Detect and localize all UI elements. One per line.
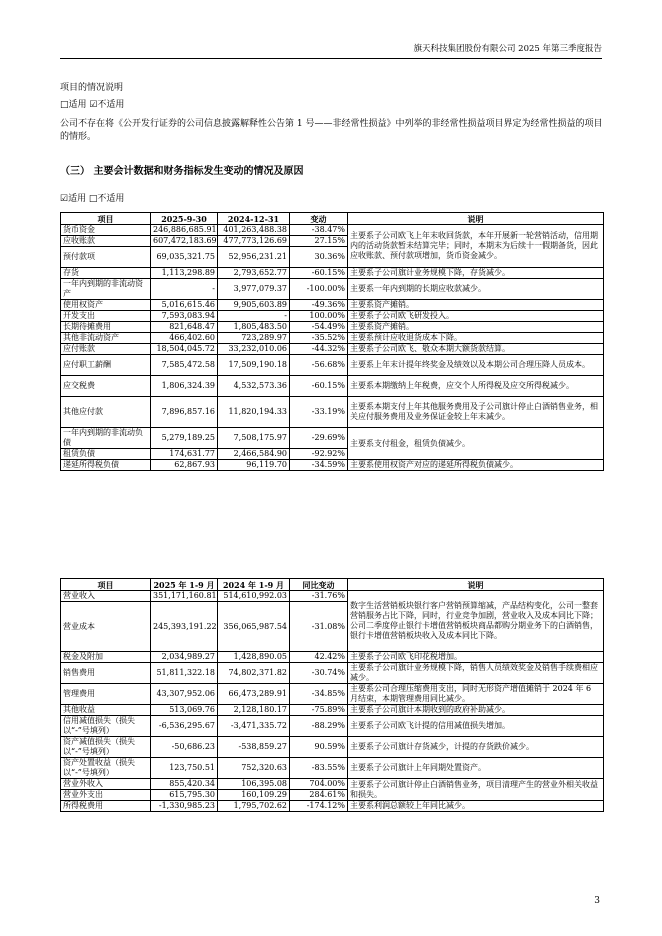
current-value: 123,750.51 bbox=[151, 758, 218, 779]
table-row bbox=[61, 225, 604, 236]
change-percent: 100.00% bbox=[290, 311, 348, 322]
row-item-label: 营业外收入 bbox=[61, 779, 151, 790]
change-percent: -54.49% bbox=[290, 322, 348, 333]
row-item-label: 营业成本 bbox=[61, 602, 151, 652]
row-item-label: 一年内到期的非流动负债 bbox=[61, 428, 151, 449]
table-row bbox=[61, 460, 604, 471]
current-value: 821,648.47 bbox=[151, 322, 218, 333]
current-value: 607,472,183.69 bbox=[151, 236, 218, 247]
prior-value: 17,509,190.18 bbox=[218, 355, 290, 376]
row-item-label: 所得税费用 bbox=[61, 801, 151, 812]
row-item-label: 租赁负债 bbox=[61, 449, 151, 460]
section-applicable-line: ☑适用 □不适用 bbox=[60, 194, 125, 204]
row-item-label: 应收账款 bbox=[61, 236, 151, 247]
column-header: 项目 bbox=[61, 213, 151, 225]
change-explanation: 主要系子公司欧飞研发投入。 bbox=[348, 311, 604, 322]
change-explanation: 主要系资产摊销。 bbox=[348, 300, 604, 311]
change-percent: -33.19% bbox=[290, 397, 348, 428]
table-row bbox=[61, 705, 604, 716]
row-item-label: 营业外支出 bbox=[61, 790, 151, 801]
change-percent: -49.36% bbox=[290, 300, 348, 311]
table-row bbox=[61, 355, 604, 376]
table-row bbox=[61, 428, 604, 449]
row-item-label: 信用减值损失（损失以“-”号填列） bbox=[61, 716, 151, 737]
current-value: 62,867.93 bbox=[151, 460, 218, 471]
table-row bbox=[61, 376, 604, 397]
row-item-label: 其他收益 bbox=[61, 705, 151, 716]
current-value: -1,330,985.23 bbox=[151, 801, 218, 812]
balance-change-table bbox=[60, 212, 604, 471]
current-value: 246,886,685.91 bbox=[151, 225, 218, 236]
column-header: 2024-12-31 bbox=[218, 213, 290, 225]
current-value: 1,113,298.89 bbox=[151, 268, 218, 279]
change-percent: -56.68% bbox=[290, 355, 348, 376]
current-value: -6,536,295.67 bbox=[151, 716, 218, 737]
change-explanation: 主要系子公司旗计上年同期处置资产。 bbox=[348, 758, 604, 779]
change-explanation: 数字生活营销板块银行客户营销预算缩减，产品结构变化，公司一整套营销服务占比下降，同时，行业竞争加剧，营业收入及成本同比下降；公司二季度停止银行卡增值营销板块商品都购分期业务下的白酒销售，银行卡增值营销板块收入及成本同比下降。 bbox=[348, 591, 604, 652]
current-value: 2,034,989.27 bbox=[151, 652, 218, 663]
change-explanation: 主要系本期支付上年其他服务费用及子公司旗计停止白酒销售业务，相关应付服务费用及业务保证金较上年末减少。 bbox=[348, 397, 604, 428]
report-header-title: 旗天科技集团股份有限公司 2025 年第三季度报告 bbox=[413, 44, 602, 54]
change-percent: -34.59% bbox=[290, 460, 348, 471]
change-explanation: 主要系本期缴纳上年税费，应交个人所得税及应交所得税减少。 bbox=[348, 376, 604, 397]
row-item-label: 递延所得税负债 bbox=[61, 460, 151, 471]
change-percent: -38.47% bbox=[290, 225, 348, 236]
change-percent: -83.55% bbox=[290, 758, 348, 779]
change-percent: -30.74% bbox=[290, 663, 348, 684]
table-row bbox=[61, 279, 604, 300]
change-explanation: 主要系子公司旗计本期收到的政府补助减少。 bbox=[348, 705, 604, 716]
change-explanation: 主要系公司合理压缩费用支出，同时无形资产增值摊销于 2024 年 6 月结束，本期管理费用同比减少。 bbox=[348, 684, 604, 705]
prior-value: 752,320.63 bbox=[218, 758, 290, 779]
change-explanation: 主要系使用权资产对应的递延所得税负债减少。 bbox=[348, 460, 604, 471]
change-explanation: 主要系子公司欧飞计提的信用减值损失增加。 bbox=[348, 716, 604, 737]
row-item-label: 资产处置收益（损失以“-”号填列） bbox=[61, 758, 151, 779]
table-row bbox=[61, 333, 604, 344]
column-header: 2024 年 1-9 月 bbox=[218, 579, 290, 591]
table-row bbox=[61, 801, 604, 812]
current-value: 855,420.34 bbox=[151, 779, 218, 790]
prior-value: 160,109.29 bbox=[218, 790, 290, 801]
change-explanation: 主要系上年末计提年终奖金及绩效以及本期公司合理压降人员成本。 bbox=[348, 355, 604, 376]
column-header: 2025-9-30 bbox=[151, 213, 218, 225]
change-explanation: 主要系子公司旗计停止白酒销售业务，项目清理产生的营业外相关收益和损失。 bbox=[348, 779, 604, 801]
row-item-label: 长期待摊费用 bbox=[61, 322, 151, 333]
row-item-label: 货币资金 bbox=[61, 225, 151, 236]
non-recurring-statement: 公司不存在将《公开发行证券的公司信息披露解释性公告第 1 号——非经常性损益》中列举的非经常性损益项目界定为经常性损益的项目的情形。 bbox=[60, 119, 603, 142]
row-item-label: 应交税费 bbox=[61, 376, 151, 397]
current-value: 615,795.30 bbox=[151, 790, 218, 801]
change-percent: -174.12% bbox=[290, 801, 348, 812]
change-percent: -44.32% bbox=[290, 344, 348, 355]
change-percent: 284.61% bbox=[290, 790, 348, 801]
prior-value: 52,956,231.21 bbox=[218, 247, 290, 268]
row-item-label: 税金及附加 bbox=[61, 652, 151, 663]
row-item-label: 管理费用 bbox=[61, 684, 151, 705]
column-header: 2025 年 1-9 月 bbox=[151, 579, 218, 591]
column-header: 同比变动 bbox=[290, 579, 348, 591]
row-item-label: 应付职工薪酬 bbox=[61, 355, 151, 376]
prior-value: 106,395.08 bbox=[218, 779, 290, 790]
change-explanation: 主要系支付租金，租赁负债减少。 bbox=[348, 428, 604, 460]
current-value: 1,806,324.39 bbox=[151, 376, 218, 397]
change-explanation: 主要系资产摊销。 bbox=[348, 322, 604, 333]
change-percent: -92.92% bbox=[290, 449, 348, 460]
current-value: 513,069.76 bbox=[151, 705, 218, 716]
prior-value: 2,466,584.90 bbox=[218, 449, 290, 460]
current-value: 466,402.60 bbox=[151, 333, 218, 344]
prior-value: 9,905,603.89 bbox=[218, 300, 290, 311]
column-header: 项目 bbox=[61, 579, 151, 591]
current-value: 7,585,472.58 bbox=[151, 355, 218, 376]
change-explanation: 主要系子公司欧飞、敬众本期大额货款结算。 bbox=[348, 344, 604, 355]
row-item-label: 其他应付款 bbox=[61, 397, 151, 428]
change-percent: -35.52% bbox=[290, 333, 348, 344]
table-row bbox=[61, 322, 604, 333]
change-percent: -75.89% bbox=[290, 705, 348, 716]
current-value: 7,593,083.94 bbox=[151, 311, 218, 322]
prior-value: - bbox=[218, 311, 290, 322]
column-header: 说明 bbox=[348, 213, 604, 225]
table-row bbox=[61, 684, 604, 705]
table-header-row bbox=[61, 213, 604, 225]
table-row bbox=[61, 344, 604, 355]
prior-value: 1,805,483.50 bbox=[218, 322, 290, 333]
section-title: （三） 主要会计数据和财务指标发生变动的情况及原因 bbox=[60, 166, 304, 177]
prior-value: 2,793,652.77 bbox=[218, 268, 290, 279]
header-divider bbox=[60, 58, 602, 59]
row-item-label: 开发支出 bbox=[61, 311, 151, 322]
current-value: 69,035,321.75 bbox=[151, 247, 218, 268]
prior-value: 401,263,488.38 bbox=[218, 225, 290, 236]
change-percent: -88.29% bbox=[290, 716, 348, 737]
current-value: 18,504,045.72 bbox=[151, 344, 218, 355]
current-value: 245,393,191.22 bbox=[151, 602, 218, 652]
current-value: 5,016,615.46 bbox=[151, 300, 218, 311]
change-percent: -31.76% bbox=[290, 591, 348, 602]
column-header: 变动 bbox=[290, 213, 348, 225]
change-percent: 27.15% bbox=[290, 236, 348, 247]
change-percent: 30.36% bbox=[290, 247, 348, 268]
row-item-label: 一年内到期的非流动资产 bbox=[61, 279, 151, 300]
row-item-label: 其他非流动资产 bbox=[61, 333, 151, 344]
table-row bbox=[61, 311, 604, 322]
table-row bbox=[61, 397, 604, 428]
change-explanation: 主要系子公司欧飞印花税增加。 bbox=[348, 652, 604, 663]
current-value: 174,631.77 bbox=[151, 449, 218, 460]
table-row bbox=[61, 652, 604, 663]
table-row bbox=[61, 591, 604, 602]
current-value: - bbox=[151, 279, 218, 300]
item-description-label: 项目的情况说明 bbox=[60, 83, 124, 93]
change-percent: -34.85% bbox=[290, 684, 348, 705]
page-number: 3 bbox=[594, 896, 600, 906]
column-header: 说明 bbox=[348, 579, 604, 591]
change-explanation: 主要系一年内到期的长期应收款减少。 bbox=[348, 279, 604, 300]
prior-value: 66,473,289.91 bbox=[218, 684, 290, 705]
prior-value: 477,773,126.69 bbox=[218, 236, 290, 247]
change-percent: -31.08% bbox=[290, 602, 348, 652]
change-percent: -60.15% bbox=[290, 268, 348, 279]
prior-value: 2,128,180.17 bbox=[218, 705, 290, 716]
prior-value: 33,232,010.06 bbox=[218, 344, 290, 355]
prior-value: 74,802,371.82 bbox=[218, 663, 290, 684]
prior-value: 723,289.97 bbox=[218, 333, 290, 344]
table-header-row bbox=[61, 579, 604, 591]
prior-value: 514,610,992.03 bbox=[218, 591, 290, 602]
prior-value: 7,508,175.97 bbox=[218, 428, 290, 449]
table-row bbox=[61, 716, 604, 737]
table-row bbox=[61, 268, 604, 279]
change-explanation: 主要系子公司旗计存货减少，计提的存货跌价减少。 bbox=[348, 737, 604, 758]
table-row bbox=[61, 300, 604, 311]
applicable-checkbox-line: □适用 ☑不适用 bbox=[60, 100, 125, 110]
change-explanation: 主要系子公司欧飞上年末收回货款，本年开展新一轮营销活动，信用期内的活动货款暂未结算完毕；同时，本期末为后续十一假期备货，因此应收账款、预付款项增加，货币资金减少。 bbox=[348, 225, 604, 268]
change-percent: -29.69% bbox=[290, 428, 348, 449]
prior-value: 1,795,702.62 bbox=[218, 801, 290, 812]
current-value: 351,171,160.81 bbox=[151, 591, 218, 602]
row-item-label: 营业收入 bbox=[61, 591, 151, 602]
table-row bbox=[61, 779, 604, 790]
table-row bbox=[61, 663, 604, 684]
change-percent: 704.00% bbox=[290, 779, 348, 790]
row-item-label: 应付账款 bbox=[61, 344, 151, 355]
change-percent: 90.59% bbox=[290, 737, 348, 758]
prior-value: 356,065,987.54 bbox=[218, 602, 290, 652]
change-explanation: 主要系子公司旗计业务规模下降，销售人员绩效奖金及销售手续费相应减少。 bbox=[348, 663, 604, 684]
table-row bbox=[61, 737, 604, 758]
change-explanation: 主要系利润总额较上年同比减少。 bbox=[348, 801, 604, 812]
current-value: -50,686.23 bbox=[151, 737, 218, 758]
change-percent: -100.00% bbox=[290, 279, 348, 300]
change-percent: 42.42% bbox=[290, 652, 348, 663]
row-item-label: 销售费用 bbox=[61, 663, 151, 684]
prior-value: -538,859.27 bbox=[218, 737, 290, 758]
prior-value: -3,471,335.72 bbox=[218, 716, 290, 737]
change-explanation: 主要系子公司旗计业务规模下降，存货减少。 bbox=[348, 268, 604, 279]
row-item-label: 存货 bbox=[61, 268, 151, 279]
prior-value: 4,532,573.36 bbox=[218, 376, 290, 397]
row-item-label: 资产减值损失（损失以“-”号填列） bbox=[61, 737, 151, 758]
prior-value: 96,119.70 bbox=[218, 460, 290, 471]
table-row bbox=[61, 758, 604, 779]
prior-value: 3,977,079.37 bbox=[218, 279, 290, 300]
prior-value: 11,820,194.33 bbox=[218, 397, 290, 428]
change-explanation: 主要系预计应收退货成本下降。 bbox=[348, 333, 604, 344]
current-value: 51,811,322.18 bbox=[151, 663, 218, 684]
change-percent: -60.15% bbox=[290, 376, 348, 397]
current-value: 5,279,189.25 bbox=[151, 428, 218, 449]
row-item-label: 预付款项 bbox=[61, 247, 151, 268]
current-value: 43,307,952.06 bbox=[151, 684, 218, 705]
income-change-table bbox=[60, 578, 604, 812]
current-value: 7,896,857.16 bbox=[151, 397, 218, 428]
prior-value: 1,428,890.05 bbox=[218, 652, 290, 663]
row-item-label: 使用权资产 bbox=[61, 300, 151, 311]
